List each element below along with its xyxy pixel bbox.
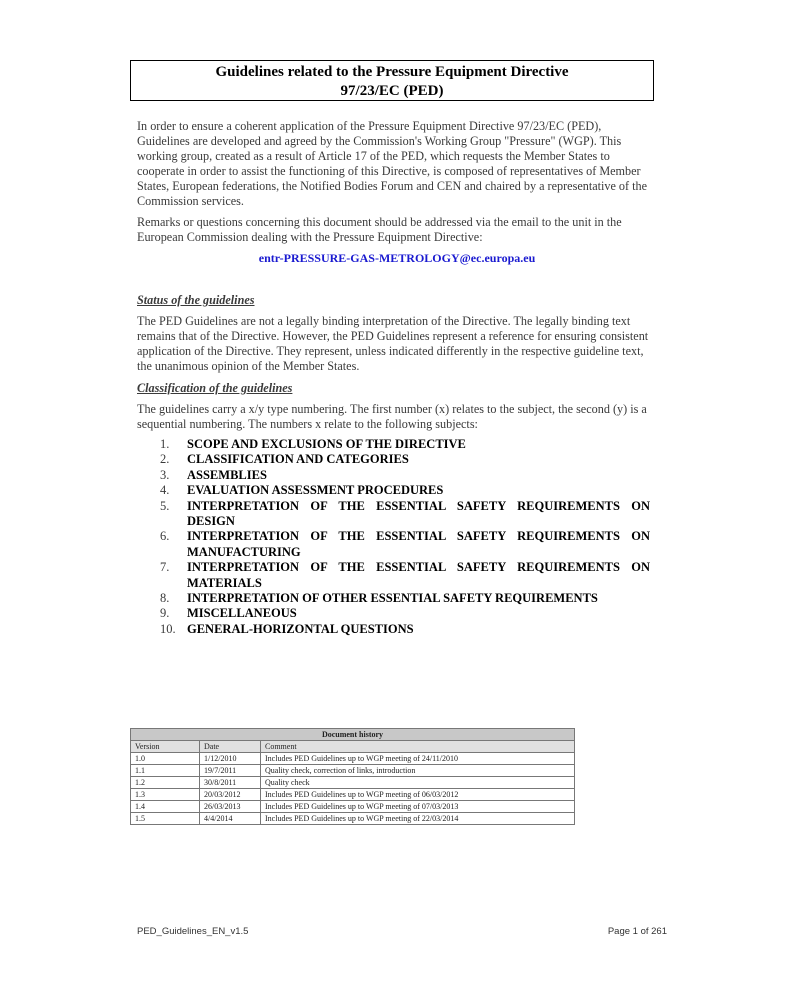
footer-filename: PED_Guidelines_EN_v1.5	[137, 926, 249, 937]
list-item: 8. INTERPRETATION OF OTHER ESSENTIAL SAFETY REQUIREMENTS	[160, 591, 598, 606]
comment-cell: Includes PED Guidelines up to WGP meeting of 06/03/2012	[261, 789, 575, 801]
contact-paragraph: Remarks or questions concerning this document should be addressed via the email to the unit in the European Commission dealing with the Pressure Equipment Directive:	[137, 215, 622, 244]
title-line-2: 97/23/EC (PED)	[340, 83, 444, 99]
table-header-row	[131, 741, 575, 753]
table-row	[131, 801, 575, 813]
list-item: 7. INTERPRETATION OF THE ESSENTIAL SAFETY REQUIREMENTS ON MATERIALS	[160, 560, 650, 590]
intro-paragraph: In order to ensure a coherent application of the Pressure Equipment Directive 97/23/EC (PED), Guidelines are developed and agreed by the Commission's Working Group "Pressure" (WGP). This working group, created as a result of Article 17 of the PED, which requests the Member States to cooperate in order to assist the functioning of this Directive, is composed of representatives of Member States, European federations, the Notified Bodies Forum and CEN and chaired by a representative of the Commission services.	[137, 119, 648, 208]
footer-page-number: Page 1 of 261	[607, 926, 667, 937]
date-cell: 4/4/2014	[200, 813, 261, 825]
version-cell: 1.4	[131, 801, 200, 813]
comment-cell: Quality check	[261, 777, 575, 789]
list-item: 5. INTERPRETATION OF THE ESSENTIAL SAFETY REQUIREMENTS ON DESIGN	[160, 498, 650, 529]
version-cell: 1.1	[131, 765, 200, 777]
classification-heading: Classification of the guidelines	[137, 381, 293, 395]
comment-cell: Includes PED Guidelines up to WGP meeting of 24/11/2010	[261, 753, 575, 765]
list-item: 4. EVALUATION ASSESSMENT PROCEDURES	[160, 483, 444, 498]
version-cell: 1.3	[131, 789, 200, 801]
classification-paragraph: The guidelines carry a x/y type numbering. The first number (x) relates to the subject, the second (y) is a sequential numbering. The numbers x relate to the following subjects:	[137, 402, 647, 431]
list-item: 2. CLASSIFICATION AND CATEGORIES	[160, 452, 409, 467]
status-paragraph: The PED Guidelines are not a legally binding interpretation of the Directive. The legally binding text remains that of the Directive. However, the PED Guidelines represent a reference for ensuring consistent application of the Directive. They represent, unless indicated differently in the respective guideline text, the unanimous opinion of the Member States.	[137, 314, 649, 373]
date-cell: 26/03/2013	[200, 801, 261, 813]
subject-list	[160, 437, 650, 637]
date-cell: 1/12/2010	[200, 753, 261, 765]
column-header: Comment	[261, 741, 575, 753]
table-caption: Document history	[131, 729, 575, 741]
table-row	[131, 765, 575, 777]
date-cell: 30/8/2011	[200, 777, 261, 789]
table-row	[131, 777, 575, 789]
title-line-1: Guidelines related to the Pressure Equipment Directive	[215, 64, 569, 80]
status-heading: Status of the guidelines	[137, 293, 255, 307]
comment-cell: Includes PED Guidelines up to WGP meeting of 07/03/2013	[261, 801, 575, 813]
version-cell: 1.0	[131, 753, 200, 765]
comment-cell: Includes PED Guidelines up to WGP meeting of 22/03/2014	[261, 813, 575, 825]
document-history-table	[130, 728, 575, 825]
list-item: 10. GENERAL-HORIZONTAL QUESTIONS	[160, 621, 414, 636]
date-cell: 20/03/2012	[200, 789, 261, 801]
list-item: 6. INTERPRETATION OF THE ESSENTIAL SAFETY REQUIREMENTS ON MANUFACTURING	[160, 529, 650, 559]
list-item: 3. ASSEMBLIES	[160, 467, 267, 482]
version-cell: 1.5	[131, 813, 200, 825]
date-cell: 19/7/2011	[200, 765, 261, 777]
comment-cell: Quality check, correction of links, introduction	[261, 765, 575, 777]
list-item: 1. SCOPE AND EXCLUSIONS OF THE DIRECTIVE	[160, 437, 466, 451]
contact-email-link[interactable]: entr-PRESSURE-GAS-METROLOGY@ec.europa.eu	[258, 251, 536, 265]
column-header: Date	[200, 741, 261, 753]
document-title	[130, 60, 654, 101]
table-row	[131, 753, 575, 765]
version-cell: 1.2	[131, 777, 200, 789]
table-row	[131, 813, 575, 825]
list-item: 9. MISCELLANEOUS	[160, 606, 297, 621]
column-header: Version	[131, 741, 200, 753]
table-row	[131, 789, 575, 801]
